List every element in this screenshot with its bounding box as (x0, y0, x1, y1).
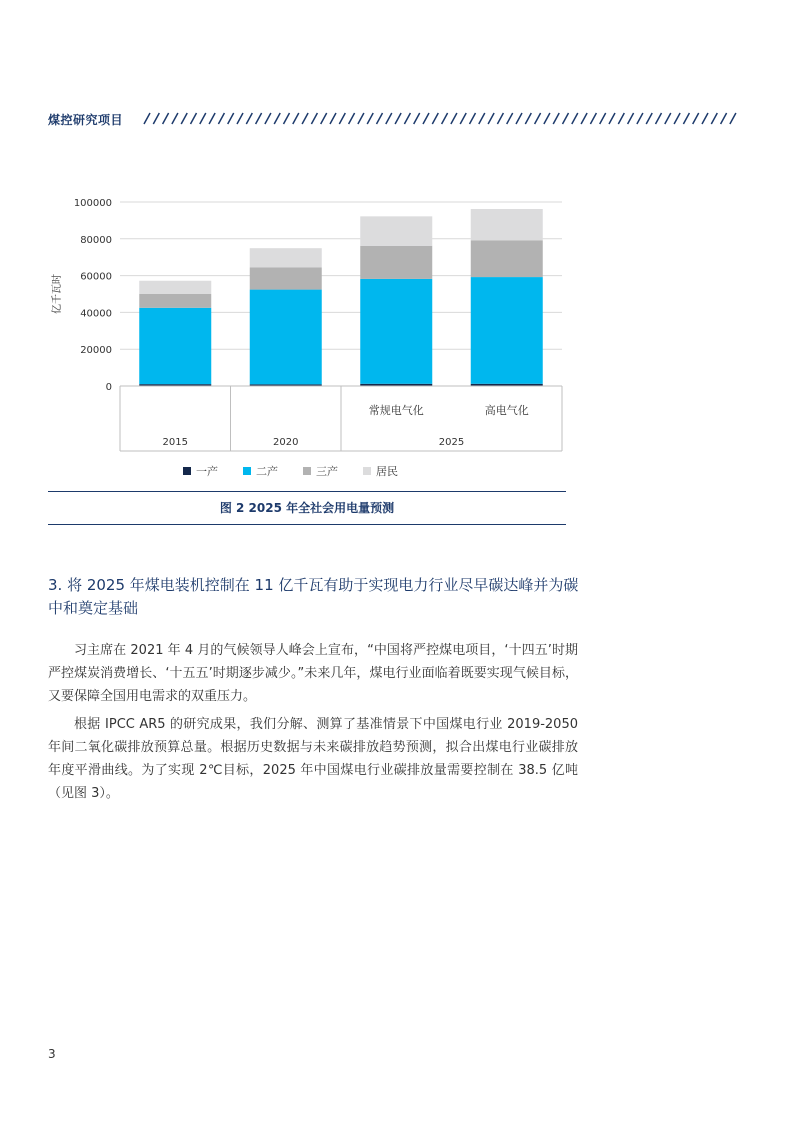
header-stripe (451, 113, 457, 124)
header-stripe (600, 113, 606, 124)
y-tick-label: 0 (105, 382, 112, 393)
header-stripe (311, 113, 317, 124)
bar-segment-居民 (471, 209, 543, 240)
header-stripe (349, 113, 355, 124)
header-stripe (395, 113, 401, 124)
header-stripe (702, 113, 708, 124)
caption-top-rule (48, 491, 566, 492)
header-stripe (693, 113, 699, 124)
header-stripe (656, 113, 662, 124)
header-stripe (432, 113, 438, 124)
y-tick-label: 60000 (80, 271, 112, 283)
x-subcategory-label: 高电气化 (484, 404, 529, 417)
legend-label: 一产 (196, 465, 218, 478)
figure-2-chart (48, 180, 568, 495)
header-stripe (228, 113, 234, 124)
y-tick-label: 80000 (80, 234, 112, 246)
header-stripe (414, 113, 420, 124)
x-group-label: 2015 (162, 437, 188, 448)
x-group-label: 2020 (273, 437, 299, 448)
header-stripe (209, 113, 215, 124)
header-stripe (730, 113, 736, 124)
x-subcategory-label: 常规电气化 (368, 404, 424, 417)
header-stripe (339, 113, 345, 124)
bar-segment-三产 (139, 294, 211, 308)
bar-segment-居民 (360, 216, 432, 245)
legend-swatch-二产 (243, 467, 251, 475)
header-stripe (470, 113, 476, 124)
header-stripes-decoration (140, 112, 745, 126)
header-stripe (618, 113, 624, 124)
legend-swatch-一产 (183, 467, 191, 475)
header-stripe (563, 113, 569, 124)
header-stripe (590, 113, 596, 124)
header-stripe (628, 113, 634, 124)
bar-segment-二产 (360, 279, 432, 384)
header-stripe (507, 113, 513, 124)
bar-segment-居民 (139, 281, 211, 294)
header-stripe (218, 113, 224, 124)
legend-swatch-居民 (363, 467, 371, 475)
caption-bottom-rule (48, 524, 566, 525)
page-header (48, 109, 745, 131)
header-stripe (721, 113, 727, 124)
header-stripe (665, 113, 671, 124)
header-stripe (460, 113, 466, 124)
legend-label: 三产 (316, 465, 338, 478)
header-stripe (274, 113, 280, 124)
header-stripe (516, 113, 522, 124)
header-stripe (497, 113, 503, 124)
y-tick-label: 20000 (80, 345, 112, 357)
header-stripe (256, 113, 262, 124)
header-stripe (302, 113, 308, 124)
header-stripe (442, 113, 448, 124)
header-stripe (535, 113, 541, 124)
header-stripe (674, 113, 680, 124)
header-stripe (144, 113, 150, 124)
figure-caption: 图 2 2025 年全社会用电量预测 (219, 501, 395, 515)
header-stripe (321, 113, 327, 124)
header-stripe (200, 113, 206, 124)
legend-swatch-三产 (303, 467, 311, 475)
bar-segment-二产 (471, 277, 543, 384)
section-title: 3. 将 2025 年煤电装机控制在 11 亿千瓦有助于实现电力行业尽早碳达峰并为碳中和奠定基础 (48, 576, 579, 617)
header-stripe (646, 113, 652, 124)
header-stripe (358, 113, 364, 124)
header-stripe (683, 113, 689, 124)
header-stripe (581, 113, 587, 124)
header-stripe (423, 113, 429, 124)
bar-segment-居民 (250, 248, 322, 267)
header-stripe (386, 113, 392, 124)
bar-segment-三产 (471, 240, 543, 277)
legend-label: 二产 (256, 465, 278, 478)
header-stripe (153, 113, 159, 124)
x-group-label: 2025 (438, 437, 465, 448)
paragraph-2: 根据 IPCC AR5 的研究成果，我们分解、测算了基准情景下中国煤电行业 2019-2050 年间二氧化碳排放预算总量。根据历史数据与未来碳排放趋势预测，拟合出煤电行业碳排放年度平滑曲线。为了实现 2℃目标，2025 年中国煤电行业碳排放量需要控制在 38.5 亿吨（见图 3）。 (48, 717, 578, 801)
y-tick-label: 100000 (73, 198, 112, 209)
y-tick-label: 40000 (80, 308, 112, 320)
bar-segment-三产 (250, 268, 322, 290)
stacked-bar-chart (48, 180, 568, 495)
header-stripe (572, 113, 578, 124)
header-stripe (711, 113, 717, 124)
project-title: 煤控研究项目 (48, 113, 124, 127)
bar-segment-三产 (360, 246, 432, 279)
y-axis-label: 亿千瓦时 (52, 274, 63, 314)
header-stripe (404, 113, 410, 124)
header-stripe (544, 113, 550, 124)
header-stripe (377, 113, 383, 124)
header-stripe (181, 113, 187, 124)
header-stripe (609, 113, 615, 124)
header-stripe (488, 113, 494, 124)
header-stripe (293, 113, 299, 124)
bar-segment-二产 (250, 290, 322, 385)
header-stripe (265, 113, 271, 124)
page-number: 3 (48, 1047, 56, 1061)
legend-label: 居民 (376, 465, 398, 478)
header-stripe (172, 113, 178, 124)
header-stripe (163, 113, 169, 124)
header-stripe (637, 113, 643, 124)
header-stripe (237, 113, 243, 124)
header-stripe (246, 113, 252, 124)
bar-segment-二产 (139, 308, 211, 384)
header-stripe (525, 113, 531, 124)
header-stripe (553, 113, 559, 124)
header-stripe (284, 113, 290, 124)
header-stripe (367, 113, 373, 124)
paragraph-1: 习主席在 2021 年 4 月的气候领导人峰会上宣布，“中国将严控煤电项目，‘十四五’时期严控煤炭消费增长、‘十五五’时期逐步减少。”未来几年，煤电行业面临着既要实现气候目标，又要保障全国用电需求的双重压力。 (48, 643, 578, 704)
header-stripe (330, 113, 336, 124)
header-stripe (191, 113, 197, 124)
header-stripe (479, 113, 485, 124)
